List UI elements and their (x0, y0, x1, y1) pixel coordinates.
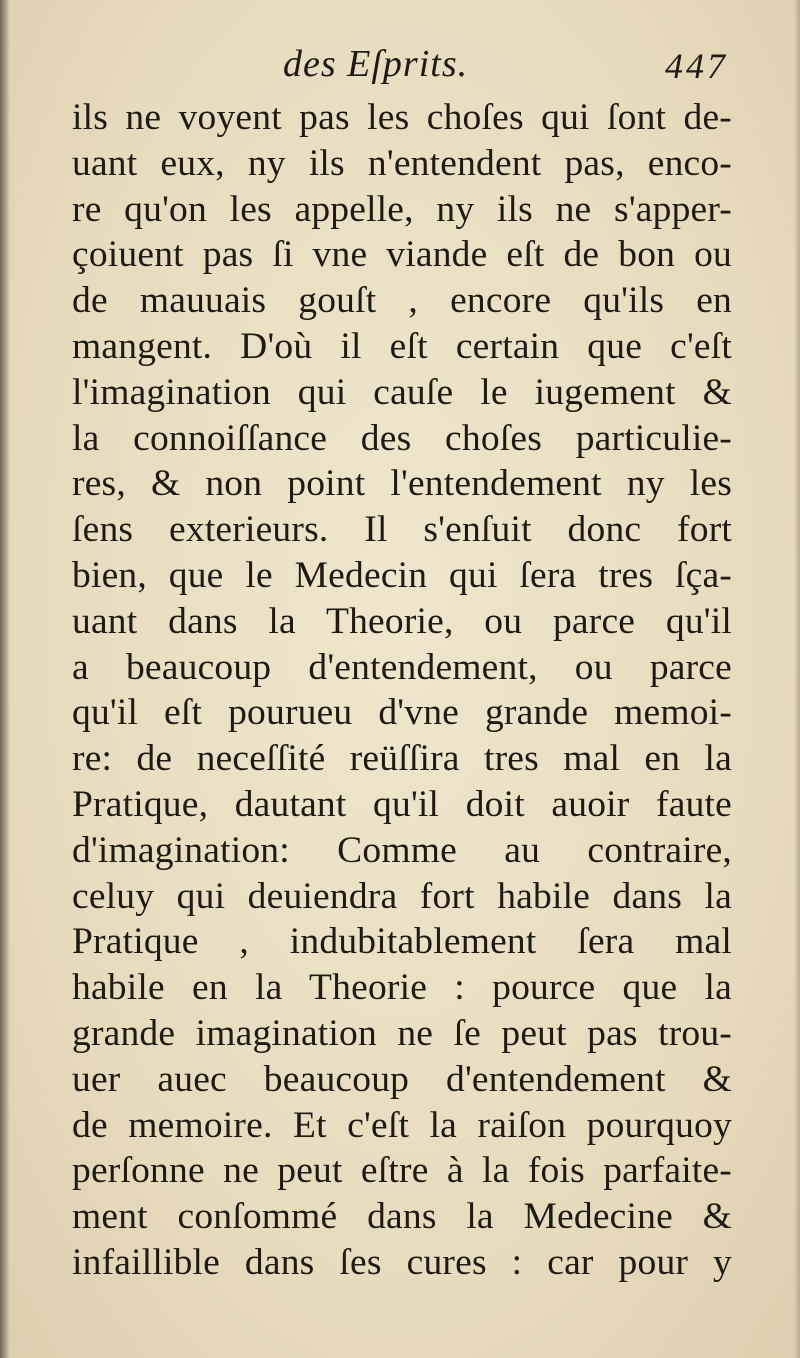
text-line: infaillible dans ſes cures : car pour y (72, 1241, 732, 1283)
text-line: uant eux, ny ils n'entendent pas, enco- (72, 142, 732, 184)
page-gutter-shadow (0, 0, 10, 1358)
text-line: bien, que le Medecin qui ſera tres ſça- (72, 554, 732, 596)
running-head: des Eſprits. (283, 43, 469, 85)
page-header (78, 42, 728, 92)
text-line: re qu'on les appelle, ny ils ne s'apper- (72, 188, 732, 230)
text-line: perſonne ne peut eſtre à la fois parfaite- (72, 1150, 732, 1192)
text-line: çoiuent pas ſi vne viande eſt de bon ou (72, 234, 732, 276)
text-line: qu'il eſt pourueu d'vne grande memoi- (72, 692, 732, 734)
text-line: res, & non point l'entendement ny les (72, 463, 732, 505)
text-line: habile en la Theorie : pource que la (72, 967, 732, 1009)
text-line: ſens exterieurs. Il s'enſuit donc fort (72, 509, 732, 551)
text-line: grande imagination ne ſe peut pas trou- (72, 1012, 732, 1054)
text-line: ment conſommé dans la Medecine & (72, 1196, 732, 1238)
text-line: d'imagination: Comme au contraire, (72, 829, 732, 871)
text-line: de memoire. Et c'eſt la raiſon pourquoy (72, 1104, 732, 1146)
text-line: celuy qui deuiendra fort habile dans la (72, 875, 732, 917)
text-line: Pratique , indubitablement ſera mal (72, 921, 732, 963)
page-number: 447 (665, 46, 728, 86)
page-edge-shadow (794, 0, 800, 1358)
text-line: re: de neceſſité reüſſira tres mal en la (72, 738, 732, 780)
text-line: la connoiſſance des choſes particulie- (72, 417, 732, 459)
text-line: l'imagination qui cauſe le iugement & (72, 371, 732, 413)
text-line: uer auec beaucoup d'entendement & (72, 1058, 732, 1100)
text-line: mangent. D'où il eſt certain que c'eſt (72, 325, 732, 367)
text-line: ils ne voyent pas les choſes qui ſont de- (72, 97, 732, 138)
text-line: a beaucoup d'entendement, ou parce (72, 646, 732, 688)
text-line: Pratique, dautant qu'il doit auoir faute (72, 783, 732, 825)
text-line: uant dans la Theorie, ou parce qu'il (72, 600, 732, 642)
text-line: de mauuais gouſt , encore qu'ils en (72, 280, 732, 322)
body-text (72, 95, 732, 1286)
